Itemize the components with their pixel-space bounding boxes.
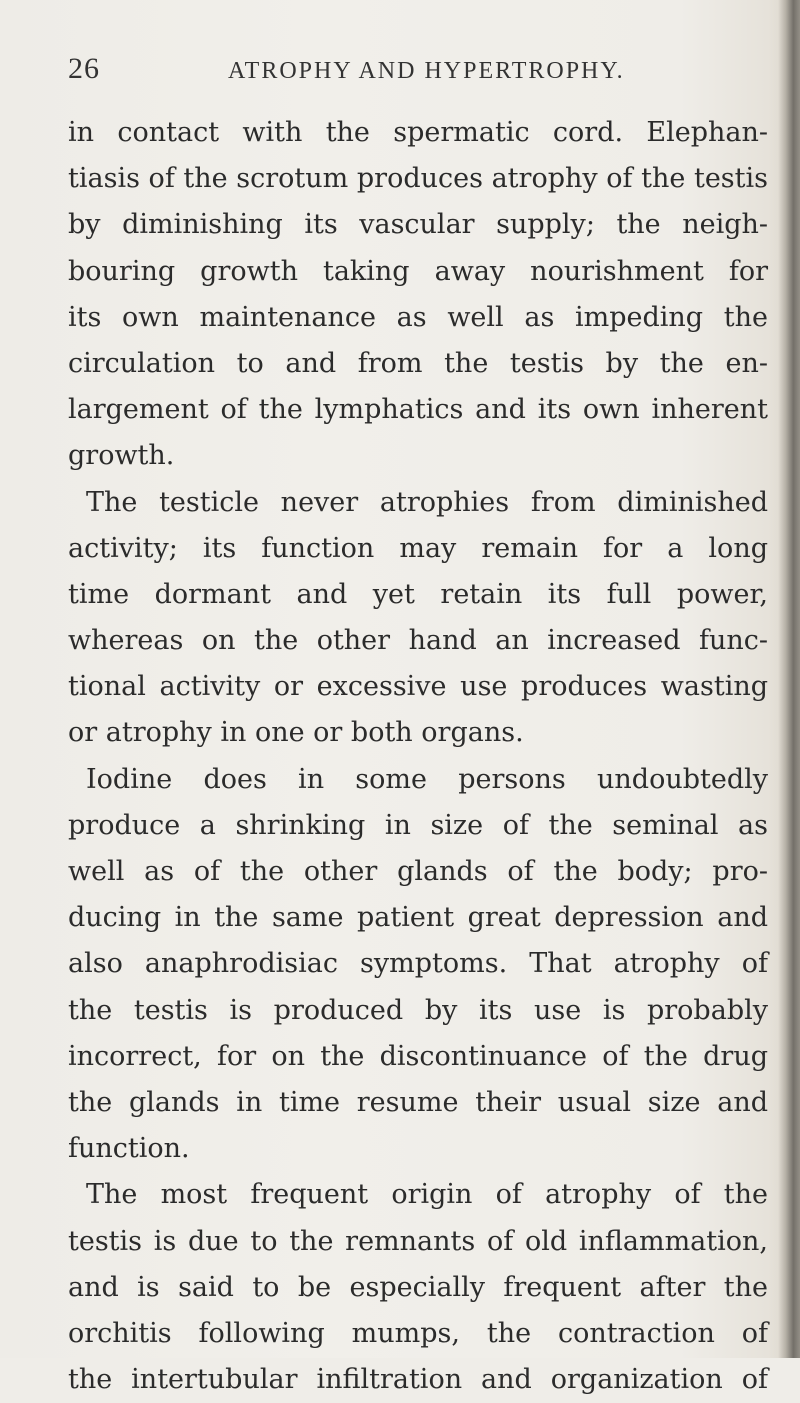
body-text: [68, 110, 768, 1403]
text-line: ducing in the same patient great depression and: [68, 902, 768, 934]
page-number: 26: [68, 52, 100, 85]
text-line: by diminishing its vascular supply; the neigh-: [68, 209, 768, 241]
text-line: orchitis following mumps, the contraction of: [68, 1317, 768, 1349]
text-line: tiasis of the scrotum produces atrophy of the testis: [68, 163, 768, 195]
text-line: activity; its function may remain for a long: [68, 532, 768, 564]
text-line: tional activity or excessive use produces wasting: [68, 671, 768, 703]
text-line: incorrect, for on the discontinuance of the drug: [68, 1040, 768, 1072]
text-line: time dormant and yet retain its full power,: [68, 578, 768, 610]
text-line: well as of the other glands of the body; pro-: [68, 856, 768, 887]
text-line: Iodine does in some persons undoubtedly: [86, 763, 768, 795]
text-line: circulation to and from the testis by the en-: [68, 347, 768, 379]
binding-edge: [778, 0, 800, 1358]
text-line: testis is due to the remnants of old inflammation,: [68, 1225, 768, 1257]
page-header: [68, 52, 768, 92]
text-line: also anaphrodisiac symptoms. That atrophy of: [68, 948, 768, 980]
text-line: the testis is produced by its use is probably: [68, 994, 768, 1026]
text-line: or atrophy in one or both organs.: [68, 717, 524, 749]
text-line: The testicle never atrophies from diminished: [86, 486, 768, 518]
text-line: bouring growth taking away nourishment for: [68, 255, 768, 287]
text-line: produce a shrinking in size of the seminal as: [68, 809, 768, 841]
text-line: largement of the lymphatics and its own inherent: [68, 394, 768, 426]
text-line: in contact with the spermatic cord. Elephan-: [68, 117, 768, 148]
text-line: the intertubular infiltration and organization of: [68, 1364, 768, 1396]
text-line: growth.: [68, 440, 175, 472]
text-line: and is said to be especially frequent after the: [68, 1271, 768, 1303]
text-line: the glands in time resume their usual size and: [68, 1086, 768, 1118]
text-line: whereas on the other hand an increased func-: [68, 625, 768, 657]
text-line: The most frequent origin of atrophy of the: [86, 1179, 768, 1211]
text-line: function.: [68, 1133, 190, 1165]
text-line: its own maintenance as well as impeding the: [68, 301, 768, 333]
running-title: ATROPHY AND HYPERTROPHY.: [228, 58, 625, 84]
